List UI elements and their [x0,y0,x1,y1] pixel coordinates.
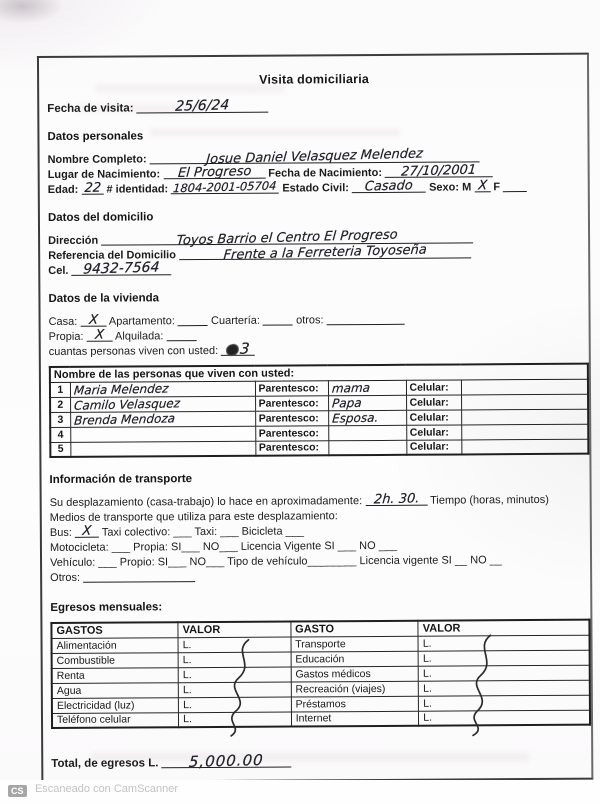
member-number: 1 [50,382,70,397]
member-number: 4 [50,427,70,442]
member-relationship-cell [328,425,406,440]
other-transport-line [50,568,584,586]
expense-right-value: L. [419,710,590,726]
member-name-cell [70,426,255,442]
full-name-handwritten: Josue Daniel Velasquez Melendez [205,146,424,168]
age-label: Edad: [47,183,79,196]
section-egresos: Egresos mensuales: [50,601,163,614]
full-name-label: Nombre Completo: [47,153,147,166]
cell-phone-field [71,259,171,278]
parentesco-label: Parentesco: [255,410,328,425]
birthdate-label: Fecha de Nacimiento: [268,166,383,180]
id-number-field [171,178,279,196]
expenses-table-wrap [50,619,585,729]
member-name-handwritten: Camilo Velasquez [73,395,181,413]
expense-left-value: L. [178,682,291,698]
expenses-col-header: VALOR [178,622,291,638]
house-label: Casa: [48,315,78,328]
birthplace-label: Lugar de Nacimiento: [47,168,161,181]
parentesco-label: Parentesco: [255,425,328,440]
household-count-field [221,339,255,358]
commute-time-handwritten: 2h. 30. [372,491,420,508]
other-transport-field [83,570,195,583]
member-phone-cell [461,439,588,455]
rented-field [166,329,196,341]
age-id-line [48,180,582,198]
member-relationship-handwritten: mama [330,380,371,396]
expense-left-label: Alimentación [52,637,179,653]
member-relationship-handwritten: Esposa. [331,410,379,426]
section-datos-domicilio: Datos del domicilio [47,211,154,224]
expenses-table [50,619,591,729]
cell-phone-line [48,261,582,279]
transport-means-label-line: Medios de transporte que utiliza para este desplazamiento: [49,510,338,524]
celular-label: Celular: [406,409,461,424]
member-phone-cell [461,424,588,440]
visit-date-label: Fecha de visita: [47,102,134,115]
room-label: Cuartería: [210,314,260,327]
vehicle-line: Vehículo: ___ Propio: SI___ NO___ Tipo de vehículo________ Licencia vigente SI __ NO __ [50,554,503,569]
member-number: 3 [50,412,70,427]
expense-left-label: Teléfono celular [52,712,179,728]
expense-right-label: Transporte [291,636,419,652]
celular-label: Celular: [406,379,461,394]
other-dwelling-field [327,313,405,325]
visit-date-handwritten: 25/6/24 [175,97,231,115]
scan-smudge-artifact [0,0,64,24]
household-member-row-5 [50,439,588,457]
expense-right-value: L. [419,695,590,711]
member-name-cell [70,396,255,412]
commute-time-label: Su desplazamiento (casa-trabajo) lo hace en aproximadamente: [49,495,363,509]
civil-status-handwritten: Casado [364,178,414,195]
expense-right-value: L. [418,665,589,681]
expenses-col-header: GASTO [291,621,419,637]
visit-date-line [47,99,581,117]
other-transport-label: Otros: [50,571,81,584]
camscanner-logo-icon: CS [8,785,27,797]
expense-right-label: Educación [291,651,419,667]
parentesco-label: Parentesco: [255,440,328,455]
full-name-field [150,146,480,168]
celular-label: Celular: [406,439,461,454]
other-dwelling-label: otros: [296,314,324,327]
camscanner-footer [0,780,600,804]
expense-right-label: Internet [291,711,419,727]
bus-line-rest: Taxi colectivo: ___ Taxi: ___ Bicicleta ___ [101,525,305,539]
address-handwritten: Toyos Barrio el Centro El Progreso [176,227,399,249]
expense-right-value: L. [418,650,589,666]
member-relationship-cell [328,410,406,425]
expense-right-value: L. [418,635,589,651]
expense-right-label: Gastos médicos [291,666,419,682]
camscanner-watermark-text: Escaneado con CamScanner [34,782,179,795]
member-name-cell [70,411,255,427]
apartment-field [178,314,208,326]
apartment-label: Apartamento: [108,315,175,328]
sex-female-field [503,180,527,192]
form-title: Visita domiciliaria [259,72,370,87]
address-reference-field [179,242,471,264]
address-reference-label: Referencia del Domicilio [48,249,176,262]
member-name-handwritten: Brenda Mendoza [73,410,176,428]
address-reference-handwritten: Frente a la Ferreteria Toyoseña [222,242,428,264]
owned-mark-handwritten: X [94,327,105,343]
household-members-table-title: Nombre de las personas que viven con usted: [50,364,588,382]
member-relationship-cell [328,380,406,395]
sex-male-mark-handwritten: X [477,178,488,194]
expense-left-label: Agua [52,682,179,698]
visit-date-field [137,97,269,115]
member-number: 2 [50,397,70,412]
expense-right-value: L. [419,680,590,696]
member-relationship-handwritten: Papa [331,395,362,411]
member-name-cell [70,381,255,397]
birthplace-handwritten: El Progreso [176,163,252,181]
rented-label: Alquilada: [115,330,164,343]
expenses-col-header: VALOR [418,620,589,636]
expense-left-label: Combustible [52,652,179,668]
total-expenses-handwritten: 5,000.00 [188,750,265,771]
section-transporte: Información de transporte [49,473,193,486]
expense-left-value: L. [179,712,292,728]
member-number: 5 [50,442,70,457]
age-field [81,180,103,196]
sex-female-label: F [493,181,501,194]
expenses-col-header: GASTOS [51,622,178,638]
total-expenses-field [162,750,292,771]
celular-label: Celular: [406,394,461,409]
bus-field [75,523,99,539]
address-label: Dirección [48,234,99,247]
section-datos-vivienda: Datos de la vivienda [48,292,160,305]
member-relationship-cell [328,395,406,410]
expense-left-label: Renta [52,667,179,683]
member-name-handwritten: Maria Melendez [72,380,169,398]
bus-mark-handwritten: X [81,523,92,539]
sex-male-field [474,180,490,192]
bus-label: Bus: [49,526,72,539]
expense-left-value: L. [178,667,291,683]
member-relationship-cell [328,440,406,455]
scribble-mark [226,343,241,358]
id-number-handwritten: 1804-2001-05704 [173,178,278,196]
expense-right-label: Préstamos [291,696,419,712]
member-phone-cell [461,379,588,395]
expense-right-label: Recreación (viajes) [291,681,419,697]
house-field [80,312,106,328]
civil-status-label: Estado Civil: [282,182,349,195]
commute-time-field [365,491,427,508]
room-field [263,313,293,325]
sex-male-label: Sexo: M [429,181,472,194]
parentesco-label: Parentesco: [255,395,328,410]
cell-phone-handwritten: 9432-7564 [82,259,161,278]
household-count-handwritten: 3 [226,341,251,357]
section-datos-personales: Datos personales [47,130,144,143]
member-phone-cell [461,394,588,410]
expense-left-value: L. [178,637,291,653]
birthdate-handwritten: 27/10/2001 [400,162,478,180]
cell-phone-label: Cel. [48,264,69,277]
household-count-label: cuantas personas viven con usted: [48,344,219,358]
form-border-box [37,53,593,783]
member-phone-cell [461,409,588,425]
age-handwritten: 22 [83,180,102,196]
commute-time-units-label: Tiempo (horas, minutos) [430,493,549,507]
expense-left-value: L. [178,652,291,668]
household-count-line [48,339,583,360]
household-members-table [49,363,590,458]
member-name-cell [70,441,255,457]
expenses-row [52,710,590,728]
birthplace-field [163,163,265,181]
total-expenses-line [51,752,585,772]
expense-left-label: Electricidad (luz) [52,697,179,713]
birthdate-field [385,162,493,180]
celular-label: Celular: [406,424,461,439]
motorcycle-line: Motocicleta: ___ Propia: SI___ NO___ Licencia Vigente SI ___ NO ___ [49,539,398,554]
owned-field [87,327,113,343]
civil-status-field [352,178,426,195]
expense-left-value: L. [178,697,291,713]
house-mark-handwritten: X [88,312,99,328]
id-number-label: # identidad: [106,183,169,196]
owned-label: Propia: [48,330,84,343]
parentesco-label: Parentesco: [255,380,328,395]
total-expenses-label: Total, de egresos L. [51,757,159,770]
